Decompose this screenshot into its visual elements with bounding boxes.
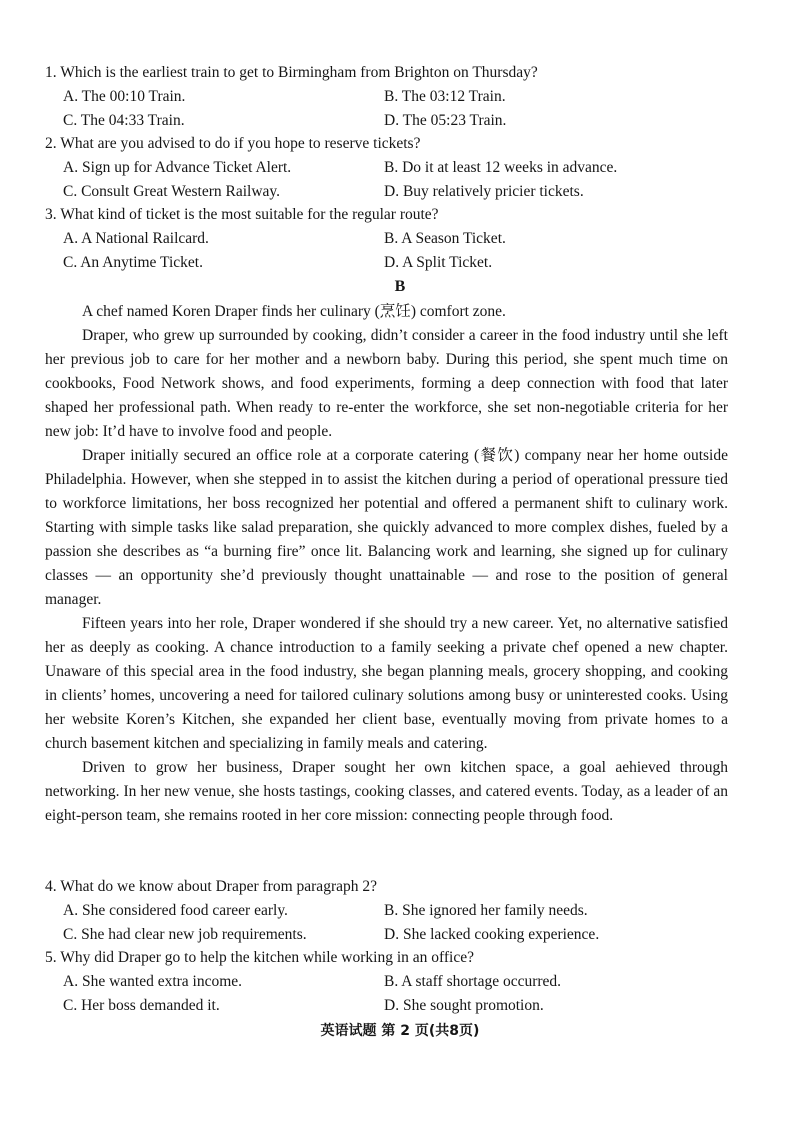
question-3-option-a: A. A National Railcard. [63, 230, 209, 247]
question-4-option-b: B. She ignored her family needs. [384, 902, 588, 919]
question-4-stem: 4. What do we know about Draper from paragraph 2? [45, 878, 377, 895]
question-2-option-d: D. Buy relatively pricier tickets. [384, 183, 584, 200]
passage-paragraph-3: Draper initially secured an office role at a corporate catering (餐饮) company near her home outside Philadelphia. However, when she stepped in to assist the kitchen during a period of operational pressure tied to workforce limitations, her boss recognized her potential and offered a permanent shift to culinary work. Starting with simple tasks like salad preparation, she quickly advanced to more complex dishes, fueled by a passion she describes as “a burning fire” once lit. Balancing work and learning, she signed up for culinary classes — an opportunity she’d previously thought unattainable — and rose to the position of general manager. [45, 447, 728, 608]
question-4-option-c: C. She had clear new job requirements. [63, 926, 307, 943]
section-b-heading: B [394, 278, 406, 295]
question-4-option-a: A. She considered food career early. [63, 902, 288, 919]
question-1-option-a: A. The 00:10 Train. [63, 88, 186, 105]
question-5-option-b: B. A staff shortage occurred. [384, 973, 562, 990]
question-2-option-a: A. Sign up for Advance Ticket Alert. [63, 159, 292, 176]
question-1-option-d: D. The 05:23 Train. [384, 112, 507, 129]
question-5-stem: 5. Why did Draper go to help the kitchen while working in an office? [45, 949, 475, 966]
question-3-option-d: D. A Split Ticket. [384, 254, 493, 271]
passage-paragraph-5: Driven to grow her business, Draper sought her own kitchen space, a goal aehieved through networking. In her new venue, she hosts tastings, cooking classes, and catered events. Today, as a leader of an eight-person team, she remains rooted in her core mission: connecting people through food. [45, 759, 728, 824]
question-4-option-d: D. She lacked cooking experience. [384, 926, 600, 943]
question-2-stem: 2. What are you advised to do if you hope to reserve tickets? [45, 135, 421, 152]
question-2-option-c: C. Consult Great Western Railway. [63, 183, 281, 200]
question-3-option-b: B. A Season Ticket. [384, 230, 506, 247]
question-3-stem: 3. What kind of ticket is the most suitable for the regular route? [45, 206, 439, 223]
question-1-option-c: C. The 04:33 Train. [63, 112, 185, 129]
question-5-option-d: D. She sought promotion. [384, 997, 544, 1014]
reading-passage [45, 300, 728, 828]
question-1-option-b: B. The 03:12 Train. [384, 88, 506, 105]
question-1-stem: 1. Which is the earliest train to get to Birmingham from Brighton on Thursday? [45, 64, 538, 81]
page-footer: 英语试题 第 2 页(共8页) [320, 1023, 480, 1039]
question-5-option-c: C. Her boss demanded it. [63, 997, 220, 1014]
passage-paragraph-4: Fifteen years into her role, Draper wondered if she should try a new career. Yet, no alternative satisfied her as deeply as cooking. A chance introduction to a family seeking a private chef opened a new chapter. Unaware of this special area in the food industry, she began planning meals, grocery shopping, and cooking in clients’ homes, uncovering a need for tailored culinary solutions among busy or uninterested cooks. Using her website Koren’s Kitchen, she expanded her client base, eventually moving from private homes to a church basement kitchen and specializing in family meals and catering. [45, 615, 728, 752]
question-3-option-c: C. An Anytime Ticket. [63, 254, 203, 271]
passage-paragraph-1: A chef named Koren Draper finds her culinary (烹饪) comfort zone. [82, 303, 506, 320]
question-2-option-b: B. Do it at least 12 weeks in advance. [384, 159, 618, 176]
question-5-option-a: A. She wanted extra income. [63, 973, 243, 990]
passage-paragraph-2: Draper, who grew up surrounded by cooking, didn’t consider a career in the food industry until she left her previous job to care for her mother and a newborn baby. During this period, she spent much time on cookbooks, Food Network shows, and food experiments, forming a deep connection with food that later shaped her professional path. When ready to re-enter the workforce, she set non-negotiable criteria for her new job: It’d have to involve food and people. [45, 327, 728, 440]
